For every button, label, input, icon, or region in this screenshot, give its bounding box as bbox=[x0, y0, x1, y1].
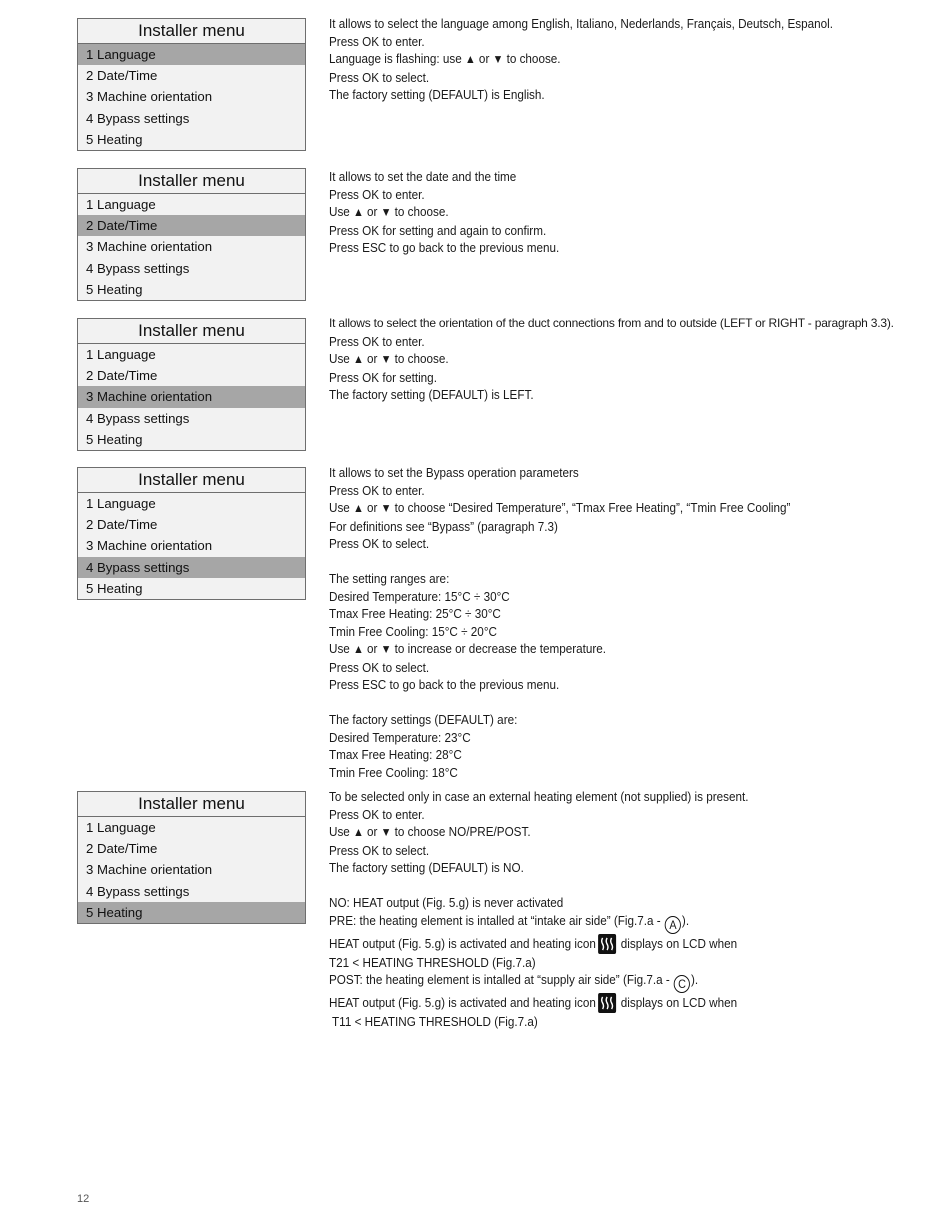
menu-title: Installer menu bbox=[78, 319, 305, 344]
desc-line bbox=[329, 934, 824, 954]
menu-item-orientation[interactable]: 3 Machine orientation bbox=[78, 386, 305, 407]
down-arrow-icon: ▼ bbox=[380, 825, 392, 839]
desc-line: Desired Temperature: 23°C bbox=[329, 729, 471, 745]
desc-line: T21 < HEATING THRESHOLD (Fig.7.a) bbox=[329, 954, 536, 970]
menu-item-orientation[interactable]: 3 Machine orientation bbox=[86, 89, 213, 105]
or-text: or bbox=[367, 204, 378, 219]
desc-line bbox=[329, 350, 878, 369]
menu-item-bypass[interactable]: 4 Bypass settings bbox=[86, 110, 190, 126]
heating-icon bbox=[598, 934, 616, 954]
desc-text: Use bbox=[329, 351, 350, 366]
desc-text: displays on LCD when bbox=[620, 995, 738, 1010]
up-arrow-icon: ▲ bbox=[353, 501, 364, 515]
spacer bbox=[329, 694, 879, 712]
menu-item-heating[interactable]: 5 Heating bbox=[86, 131, 143, 147]
desc-line: Press OK to select. bbox=[329, 842, 430, 858]
desc-text: PRE: the heating element is intalled at “intake air side” (Fig.7.a - bbox=[329, 912, 661, 928]
desc-line bbox=[329, 499, 824, 518]
desc-line: T11 < HEATING THRESHOLD (Fig.7.a) bbox=[329, 1014, 538, 1029]
desc-line: The factory setting (DEFAULT) is English. bbox=[329, 87, 545, 102]
menu-item-language[interactable]: 1 Language bbox=[86, 197, 156, 212]
menu-item-datetime[interactable]: 2 Date/Time bbox=[86, 517, 158, 533]
down-arrow-icon: ▼ bbox=[380, 205, 392, 219]
desc-line: Tmin Free Cooling: 18°C bbox=[329, 764, 458, 780]
or-text: or bbox=[367, 351, 378, 366]
spacer bbox=[329, 553, 879, 571]
installer-menu bbox=[77, 467, 306, 600]
menu-item-orientation[interactable]: 3 Machine orientation bbox=[86, 862, 213, 878]
desc-line bbox=[329, 912, 824, 934]
desc-text: Use bbox=[329, 500, 350, 515]
installer-menu bbox=[77, 791, 306, 924]
menu-item-heating[interactable]: 5 Heating bbox=[86, 431, 143, 447]
desc-line: Press ESC to go back to the previous menu. bbox=[329, 677, 560, 692]
menu-item-orientation[interactable]: 3 Machine orientation bbox=[86, 239, 213, 255]
desc-text: to choose. bbox=[394, 204, 449, 219]
desc-text: ). bbox=[691, 972, 699, 987]
up-arrow-icon: ▲ bbox=[353, 825, 364, 839]
desc-line: Press OK to select. bbox=[329, 536, 430, 551]
label-c-icon: C bbox=[674, 975, 690, 993]
desc-line: Press OK to enter. bbox=[329, 806, 425, 822]
menu-item-bypass[interactable]: 4 Bypass settings bbox=[78, 557, 305, 578]
description bbox=[329, 15, 879, 104]
description bbox=[329, 788, 879, 1031]
desc-text: to choose “Desired Temperature”, “Tmax Free Heating”, “Tmin Free Cooling” bbox=[394, 500, 791, 515]
up-arrow-icon: ▲ bbox=[464, 52, 476, 66]
desc-line: Tmax Free Heating: 25°C ÷ 30°C bbox=[329, 606, 501, 621]
desc-text: Use bbox=[329, 824, 350, 839]
menu-item-bypass[interactable]: 4 Bypass settings bbox=[86, 883, 190, 899]
desc-text: Use bbox=[329, 641, 350, 656]
desc-text: to choose NO/PRE/POST. bbox=[394, 824, 531, 839]
desc-line bbox=[329, 203, 824, 222]
menu-item-datetime[interactable]: 2 Date/Time bbox=[86, 368, 158, 384]
menu-item-heating[interactable]: 5 Heating bbox=[86, 281, 143, 297]
down-arrow-icon: ▼ bbox=[380, 501, 392, 515]
up-arrow-icon: ▲ bbox=[353, 205, 364, 219]
menu-item-bypass[interactable]: 4 Bypass settings bbox=[86, 260, 190, 276]
menu-title: Installer menu bbox=[78, 169, 305, 194]
desc-line: Tmax Free Heating: 28°C bbox=[329, 747, 462, 762]
desc-line: To be selected only in case an external heating element (not supplied) is present. bbox=[329, 789, 749, 804]
desc-text: ). bbox=[681, 912, 690, 928]
desc-text: POST: the heating element is intalled at “supply air side” (Fig.7.a - bbox=[329, 972, 670, 987]
menu-item-language[interactable]: 1 Language bbox=[86, 347, 156, 362]
menu-title: Installer menu bbox=[78, 468, 305, 493]
desc-line: Tmin Free Cooling: 15°C ÷ 20°C bbox=[329, 623, 497, 639]
desc-line: It allows to set the date and the time bbox=[329, 169, 517, 184]
installer-menu bbox=[77, 168, 306, 301]
menu-item-datetime[interactable]: 2 Date/Time bbox=[86, 841, 158, 857]
desc-text: HEAT output (Fig. 5.g) is activated and heating icon bbox=[329, 935, 596, 951]
menu-item-bypass[interactable]: 4 Bypass settings bbox=[86, 410, 190, 426]
installer-menu bbox=[77, 318, 306, 451]
desc-text: Use bbox=[329, 204, 350, 219]
desc-line bbox=[329, 993, 824, 1013]
menu-item-orientation[interactable]: 3 Machine orientation bbox=[86, 538, 213, 554]
desc-line: Press OK for setting and again to confirm. bbox=[329, 222, 547, 238]
desc-line: Press OK to enter. bbox=[329, 186, 425, 202]
menu-item-language[interactable]: 1 Language bbox=[86, 820, 156, 835]
desc-line: Press OK to enter. bbox=[329, 33, 425, 49]
desc-line: The factory setting (DEFAULT) is NO. bbox=[329, 860, 524, 875]
menu-title: Installer menu bbox=[78, 19, 305, 44]
menu-item-heating[interactable]: 5 Heating bbox=[78, 902, 305, 923]
desc-line bbox=[329, 640, 824, 659]
desc-line: It allows to select the orientation of the duct connections from and to outside (LEFT or RIGHT - paragraph 3.3). bbox=[329, 316, 894, 330]
desc-line: Press OK for setting. bbox=[329, 369, 437, 385]
desc-text: Language is flashing: use bbox=[329, 51, 462, 66]
desc-line: For definitions see “Bypass” (paragraph 7.3) bbox=[329, 518, 558, 534]
up-arrow-icon: ▲ bbox=[353, 642, 364, 656]
desc-text: to choose. bbox=[506, 51, 561, 66]
up-arrow-icon: ▲ bbox=[353, 352, 364, 366]
desc-line: Press ESC to go back to the previous menu. bbox=[329, 240, 560, 255]
menu-item-datetime[interactable]: 2 Date/Time bbox=[86, 68, 158, 84]
desc-line: The factory setting (DEFAULT) is LEFT. bbox=[329, 387, 534, 402]
description bbox=[329, 315, 939, 404]
or-text: or bbox=[367, 500, 378, 515]
desc-line: Press OK to enter. bbox=[329, 482, 425, 498]
desc-line: Press OK to enter. bbox=[329, 333, 425, 349]
down-arrow-icon: ▼ bbox=[492, 52, 504, 66]
menu-item-datetime[interactable]: 2 Date/Time bbox=[78, 215, 305, 236]
desc-text: to increase or decrease the temperature. bbox=[394, 641, 607, 656]
desc-line: NO: HEAT output (Fig. 5.g) is never activated bbox=[329, 895, 564, 910]
desc-line: Desired Temperature: 15°C ÷ 30°C bbox=[329, 588, 510, 604]
or-text: or bbox=[367, 641, 378, 656]
desc-text: to choose. bbox=[394, 351, 449, 366]
desc-text: displays on LCD when bbox=[620, 935, 738, 951]
label-a-icon: A bbox=[665, 916, 681, 934]
page-number: 12 bbox=[77, 1193, 90, 1205]
or-text: or bbox=[478, 51, 490, 66]
down-arrow-icon: ▼ bbox=[380, 352, 392, 366]
description bbox=[329, 464, 879, 781]
installer-menu bbox=[77, 18, 306, 151]
heating-icon bbox=[598, 993, 616, 1013]
desc-line: Press OK to select. bbox=[329, 659, 430, 675]
desc-line: The factory settings (DEFAULT) are: bbox=[329, 712, 518, 727]
description bbox=[329, 168, 879, 257]
or-text: or bbox=[367, 824, 378, 839]
desc-line: It allows to select the language among English, Italiano, Nederlands, Français, Deutsch, Espanol. bbox=[329, 16, 834, 31]
menu-title: Installer menu bbox=[78, 792, 305, 817]
menu-item-language[interactable]: 1 Language bbox=[78, 44, 305, 65]
desc-line: The setting ranges are: bbox=[329, 571, 450, 586]
desc-line bbox=[329, 50, 824, 69]
desc-line bbox=[329, 823, 824, 842]
menu-item-language[interactable]: 1 Language bbox=[86, 496, 156, 511]
spacer bbox=[329, 877, 879, 895]
menu-item-heating[interactable]: 5 Heating bbox=[86, 580, 143, 596]
down-arrow-icon: ▼ bbox=[380, 642, 392, 656]
desc-line: It allows to set the Bypass operation parameters bbox=[329, 465, 579, 480]
desc-line bbox=[329, 971, 824, 993]
desc-text: HEAT output (Fig. 5.g) is activated and heating icon bbox=[329, 995, 596, 1010]
desc-line: Press OK to select. bbox=[329, 69, 430, 85]
